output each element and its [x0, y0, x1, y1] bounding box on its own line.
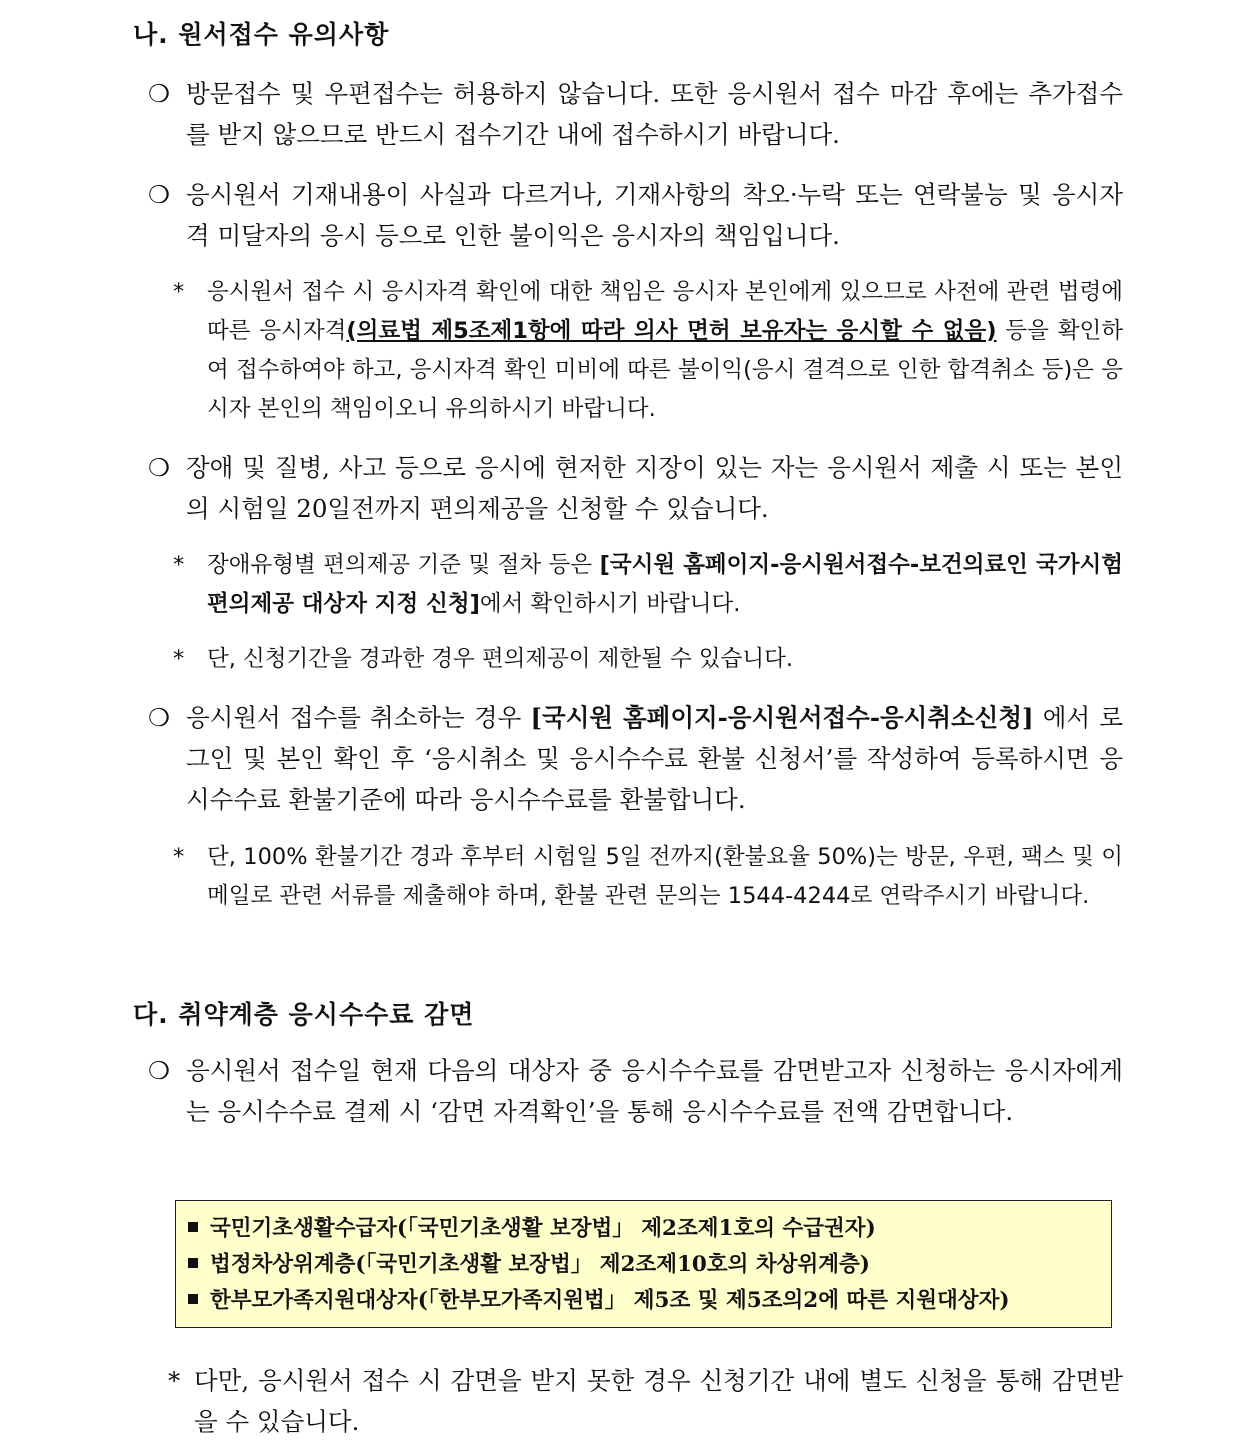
item-text: 응시원서 접수일 현재 다음의 대상자 중 응시수수료를 감면받고자 신청하는 응시자에게는 응시수수료 결제 시 ‘감면 자격확인’을 통해 응시수수료를 전액 감면합니다. [186, 1056, 1123, 1126]
note-text: 단, 100% 환불기간 경과 후부터 시험일 5일 전까지(환불요율 50%)는 방문, 우편, 팩스 및 이메일로 관련 서류를 제출해야 하며, 환불 관련 문의는 1544-4244로 연락주시기 바랍니다. [207, 844, 1123, 909]
note-text: 장애유형별 편의제공 기준 및 절차 등은 [국시원 홈페이지-응시원서접수-보건의료인 국가시험 편의제공 대상자 지정 신청]에서 확인하시기 바랍니다. [207, 552, 1123, 617]
square-bullet-icon [188, 1294, 198, 1304]
circle-bullet-icon: ❍ [148, 453, 170, 482]
section-title-da: 다. 취약계층 응시수수료 감면 [133, 1000, 475, 1029]
asterisk-icon: * [173, 279, 185, 305]
circle-bullet-icon: ❍ [148, 180, 170, 209]
note-period-limit [173, 640, 1123, 679]
box-row: 법정차상위계층(「국민기초생활 보장법」 제2조제10호의 차상위계층) [188, 1247, 1111, 1283]
note-late-waiver [168, 1360, 1123, 1442]
asterisk-icon: * [168, 1366, 181, 1395]
circle-bullet-icon: ❍ [148, 703, 170, 732]
box-row: 국민기초생활수급자(「국민기초생활 보장법」 제2조제1호의 수급권자) [188, 1211, 1111, 1247]
note-text: 응시원서 접수 시 응시자격 확인에 대한 책임은 응시자 본인에게 있으므로 사전에 관련 법령에 따른 응시자격(의료법 제5조제1항에 따라 의사 면허 보유자는 응시할 수 없음) 등을 확인하여 접수하여야 하고, 응시자격 확인 미비에 따른 불이익(응시 결격으로 인한 합격취소 등)은 응시자 본인의 책임이오니 유의하시기 바랍니다. [207, 279, 1124, 422]
item-text: 응시원서 기재내용이 사실과 다르거나, 기재사항의 착오·누락 또는 연락불능 및 응시자격 미달자의 응시 등으로 인한 불이익은 응시자의 책임입니다. [186, 180, 1123, 250]
menu-path: [국시원 홈페이지-응시원서접수-응시취소신청] [530, 703, 1034, 732]
menu-path: [국시원 홈페이지-응시원서접수-보건의료인 국가시험 편의제공 대상자 지정 신청] [207, 552, 1123, 617]
asterisk-icon: * [173, 552, 185, 578]
asterisk-icon: * [173, 844, 185, 870]
item-text: 응시원서 접수를 취소하는 경우 [국시원 홈페이지-응시원서접수-응시취소신청] 에서 로그인 및 본인 확인 후 ‘응시취소 및 응시수수료 환불 신청서’를 작성하여 등록하시면 응시수수료 환불기준에 따라 응시수수료를 환불합니다. [186, 703, 1124, 814]
box-row: 한부모가족지원대상자(「한부모가족지원법」 제5조 및 제5조의2에 따른 지원대상자) [188, 1283, 1111, 1319]
circle-bullet-icon: ❍ [148, 1056, 170, 1085]
note-refund [173, 838, 1123, 916]
note-text: 단, 신청기간을 경과한 경우 편의제공이 제한될 수 있습니다. [207, 646, 794, 672]
circle-bullet-icon: ❍ [148, 79, 170, 108]
section-title-na: 나. 원서접수 유의사항 [133, 20, 390, 49]
asterisk-icon: * [173, 646, 185, 672]
list-item-visit-post [148, 73, 1123, 155]
note-accommodation-procedure [173, 546, 1123, 624]
list-item-accommodation [148, 447, 1123, 529]
note-text: 다만, 응시원서 접수 시 감면을 받지 못한 경우 신청기간 내에 별도 신청을 통해 감면받을 수 있습니다. [194, 1366, 1123, 1436]
list-item-cancellation [148, 697, 1123, 820]
eligible-target-box [175, 1200, 1112, 1328]
square-bullet-icon [188, 1258, 198, 1268]
item-text: 방문접수 및 우편접수는 허용하지 않습니다. 또한 응시원서 접수 마감 후에는 추가접수를 받지 않으므로 반드시 접수기간 내에 접수하시기 바랍니다. [186, 79, 1123, 149]
list-item-fee-waiver [148, 1050, 1123, 1132]
item-text: 장애 및 질병, 사고 등으로 응시에 현저한 지장이 있는 자는 응시원서 제출 시 또는 본인의 시험일 20일전까지 편의제공을 신청할 수 있습니다. [186, 453, 1123, 523]
list-item-responsibility [148, 174, 1123, 256]
square-bullet-icon [188, 1222, 198, 1232]
note-eligibility [173, 273, 1123, 429]
underlined-warning: (의료법 제5조제1항에 따라 의사 면허 보유자는 응시할 수 없음) [346, 318, 997, 344]
